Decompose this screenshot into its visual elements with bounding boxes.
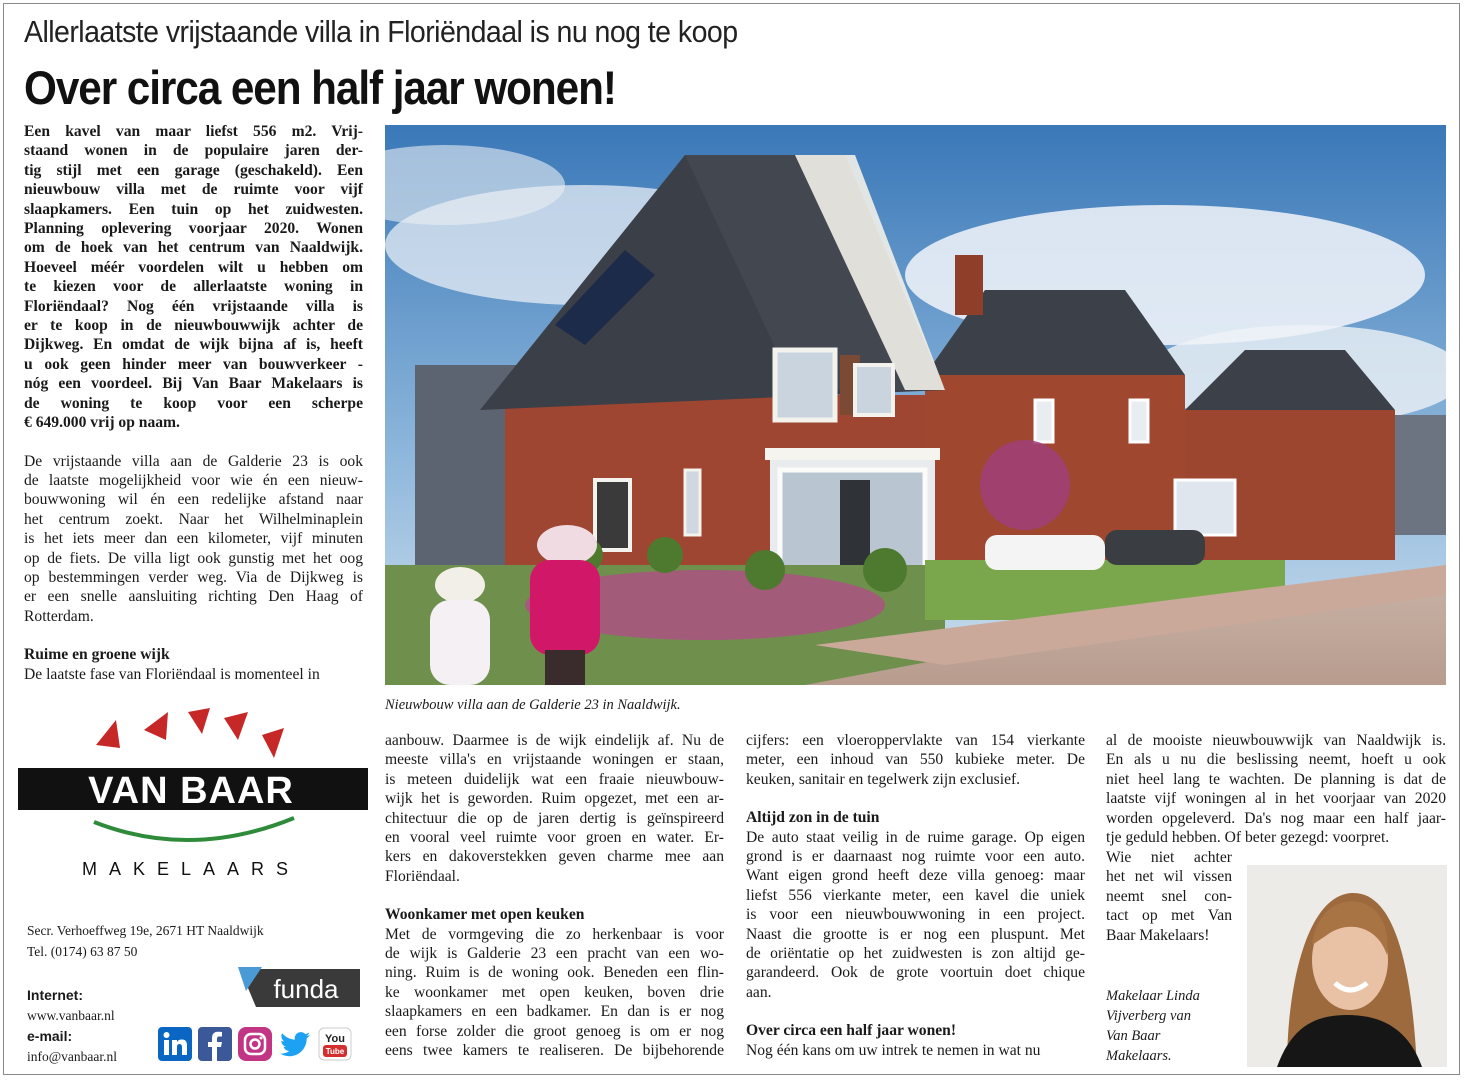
text-line: om de hoek van het centrum van Naaldwijk. (24, 239, 363, 257)
van-baar-logo (16, 700, 368, 890)
portrait-caption (1106, 986, 1246, 1066)
body-paragraph (385, 925, 724, 1061)
caption-line: Vijverberg van (1106, 1008, 1191, 1024)
text-line: nóg een voordeel. Bij Van Baar Makelaars is (24, 375, 363, 393)
text-line: er een snelle aansluiting richting Den Haag of (24, 588, 363, 606)
text-line: niet heel lang te wachten. De planning is dat de (1106, 770, 1446, 788)
text-line: Floriëndaal. (385, 867, 460, 885)
column-4 (1106, 731, 1446, 847)
logo-main-text: VAN BAAR (88, 770, 294, 812)
text-line: is het iets meer dan een kilometer, vijf minuten (24, 530, 363, 548)
logo-sub-text: MAKELAARS (81, 859, 301, 879)
column-2 (385, 731, 724, 1061)
text-line: tact op met Van (1106, 907, 1232, 925)
body-text: De laatste fase van Floriëndaal is momenteel in (24, 665, 320, 683)
subheading: Woonkamer met open keuken (385, 906, 585, 924)
text-line: de laatste mogelijkheid voor wie én een nieuw- (24, 471, 363, 489)
contact-block (27, 985, 117, 1067)
email-label: e-mail: (27, 1028, 73, 1044)
text-line: En als u nu die beslissing neemt, hoeft u ook (1106, 751, 1446, 769)
text-line: aanbouw. Daarmee is de wijk eindelijk af. Nu de (385, 732, 724, 749)
text-line: Planning oplevering voorjaar 2020. Wonen (24, 220, 363, 238)
text-line: het centrum zoekt. Naar het Wilhelminaplein (24, 510, 363, 528)
text-line: is voor een nieuwbouwwoning in een project. (746, 906, 1085, 924)
website-link[interactable]: www.vanbaar.nl (27, 1008, 115, 1023)
caption-line: Makelaars. (1106, 1048, 1172, 1064)
subheading: Over circa een half jaar wonen! (746, 1022, 957, 1040)
funda-text: funda (273, 974, 339, 1004)
text-line: Met de vormgeving die zo herkenbaar is voor (385, 925, 724, 943)
text-line: Naast die grootte is er nog een pluspunt. Met (746, 925, 1085, 943)
text-line: Dijkweg. En omdat de wijk bijna af is, heeft (24, 336, 363, 354)
youtube-icon[interactable] (318, 1027, 352, 1061)
email-link[interactable]: info@vanbaar.nl (27, 1049, 118, 1064)
body-paragraph (746, 828, 1085, 1003)
text-line: een forse zolder die groot genoeg is om er nog (385, 1022, 724, 1040)
text-line: € 649.000 vrij op naam. (24, 414, 180, 432)
twitter-icon[interactable] (278, 1027, 312, 1061)
text-line: aan. (746, 983, 772, 1001)
text-line: Floriëndaal? Nog één vrijstaande villa is (24, 297, 363, 315)
text-line: liefst 556 vierkante meter, een kavel die uniek (746, 886, 1085, 904)
body-paragraph (1106, 848, 1232, 945)
svg-text:Tube: Tube (325, 1047, 345, 1056)
caption-line: Makelaar Linda (1106, 988, 1200, 1004)
text-line: op de fiets. De villa ligt ook gunstig met het oog (24, 549, 363, 567)
text-line: ning. Ruim is de woning ook. Beneden een flin- (385, 964, 724, 982)
logo-graphic (16, 700, 368, 890)
text-line: er te koop in de nieuwbouwwijk achter de (24, 317, 363, 335)
text-line: de oriëntatie op het zuidwesten is zon altijd ge- (746, 945, 1085, 963)
text-line: De auto staat veilig in de ruime garage. Op eigen (746, 828, 1085, 846)
text-line: Baar Makelaars! (1106, 926, 1210, 944)
text-line: meter, een inhoud van 550 kubieke meter. De (746, 751, 1085, 769)
realtor-portrait (1247, 865, 1447, 1067)
house-photo (385, 125, 1446, 685)
text-line: slaapkamers en een badkamer. En dan is er nog (385, 1003, 724, 1021)
text-line: het net wil vissen (1106, 868, 1232, 886)
text-line: kers en dakoverstekken geven charme mee aan (385, 848, 724, 866)
text-line: meeste villa's en vrijstaande woningen er staan, (385, 751, 724, 769)
subheading: Ruime en groene wijk (24, 646, 170, 664)
body-paragraph (746, 731, 1085, 789)
text-line: worden opgeleverd. Da's nog maar een half jaar- (1106, 809, 1446, 827)
facebook-icon[interactable] (198, 1027, 232, 1061)
text-line: garandeerd. Ook de grote voortuin doet chique (746, 964, 1085, 982)
linkedin-icon[interactable] (158, 1027, 192, 1061)
article-kicker: Allerlaatste vrijstaande villa in Floriëndaal is nu nog te koop (24, 14, 738, 49)
text-line: u ook geen hinder meer van bouwverkeer - (24, 355, 363, 373)
text-line: laatste vijf woningen al in het voorjaar van 2020 (1106, 790, 1446, 808)
address-block (27, 920, 264, 962)
text-line: Hoeveel méér voordelen wilt u hebben om (24, 258, 363, 276)
body-paragraph (24, 452, 363, 627)
text-line: Want eigen grond heeft deze villa genoeg: maar (746, 867, 1085, 885)
text-line: Wie niet achter (1106, 849, 1232, 866)
column-3 (746, 731, 1085, 1060)
text-line: eens twee kamers te realiseren. De bijbehorende (385, 1042, 724, 1060)
social-icons (158, 1027, 352, 1063)
internet-label: Internet: (27, 987, 83, 1003)
photo-caption: Nieuwbouw villa aan de Galderie 23 in Naaldwijk. (385, 697, 681, 713)
text-line: wijk het is geworden. Ruim opgezet, met een ar- (385, 790, 724, 808)
text-line: neemt snel con- (1106, 887, 1232, 905)
text-line: ke woonkamer met open keuken, boven drie (385, 983, 724, 1001)
text-line: al de mooiste nieuwbouwwijk van Naaldwijk is. (1106, 732, 1446, 749)
text-line: slaapkamers. Een tuin op het zuidwesten. (24, 200, 363, 218)
text-line: chitectuur die op de jaren dertig is geïnspireerd (385, 809, 724, 827)
instagram-icon[interactable] (238, 1027, 272, 1061)
text-line: te kiezen voor de allerlaatste woning in (24, 278, 363, 296)
body-text: Nog één kans om uw intrek te nemen in wat nu (746, 1041, 1041, 1059)
body-paragraph (1106, 731, 1446, 847)
phone: Tel. (0174) 63 87 50 (27, 944, 138, 959)
text-line: grond is er daarnaast nog ruimte voor een auto. (746, 848, 1085, 866)
address: Secr. Verhoeffweg 19e, 2671 HT Naaldwijk (27, 923, 264, 938)
caption-line: Van Baar (1106, 1028, 1161, 1044)
body-paragraph (385, 731, 724, 886)
text-line: De vrijstaande villa aan de Galderie 23 is ook (24, 452, 363, 470)
svg-text:You: You (325, 1033, 345, 1045)
text-line: op bestemmingen verder weg. Via de Dijkweg is (24, 568, 363, 586)
text-line: keuken, sanitair en tegelwerk zijn exclusief. (746, 770, 1021, 788)
text-line: nieuwbouw villa met de ruimte voor vijf (24, 181, 363, 199)
text-line: en vooral veel ruimte voor groen en water. Er- (385, 829, 724, 847)
text-line: tig stijl met een garage (geschakeld). Een (24, 161, 363, 179)
funda-logo[interactable] (232, 963, 364, 1011)
text-line: tje geduld hebben. Of beter gezegd: voorpret. (1106, 829, 1390, 847)
text-line: is meteen duidelijk wat een fraaie nieuwbouw- (385, 770, 724, 788)
text-line: de wijk is Galderie 23 een pracht van een wo- (385, 945, 724, 963)
column-4-narrow (1106, 848, 1232, 945)
text-line: de woning te koop voor een scherpe (24, 394, 363, 412)
subheading: Altijd zon in de tuin (746, 809, 880, 827)
text-line: staand wonen in de populaire jaren der- (24, 142, 363, 160)
text-line: bouwwoning wil én een redelijke afstand naar (24, 491, 363, 509)
text-line: cijfers: een vloeroppervlakte van 154 vierkante (746, 732, 1085, 749)
left-column (24, 122, 363, 684)
text-line: Rotterdam. (24, 607, 94, 625)
article-headline: Over circa een half jaar wonen! (24, 61, 616, 114)
text-line: Een kavel van maar liefst 556 m2. Vrij- (24, 123, 363, 140)
intro-paragraph (24, 122, 363, 433)
